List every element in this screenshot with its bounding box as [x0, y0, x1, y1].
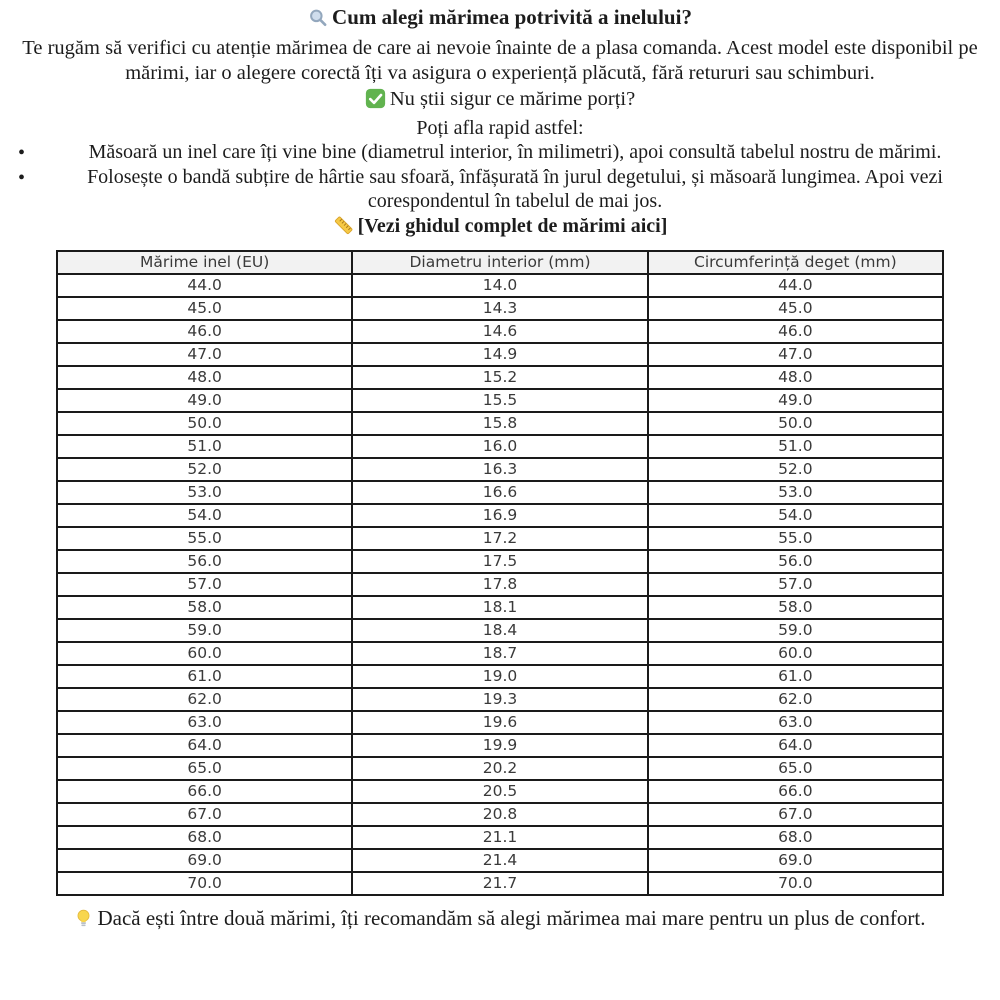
- table-cell: 70.0: [648, 872, 943, 895]
- table-cell: 18.4: [352, 619, 647, 642]
- table-cell: 14.9: [352, 343, 647, 366]
- table-cell: 17.8: [352, 573, 647, 596]
- table-cell: 45.0: [57, 297, 352, 320]
- step-text: Măsoară un inel care îți vine bine (diametrul interior, în milimetri), apoi consultă tabelul nostru de mărimi.: [88, 141, 942, 163]
- table-cell: 51.0: [57, 435, 352, 458]
- measurement-steps-list: [0, 140, 1000, 214]
- table-row: [57, 366, 943, 389]
- table-row: [57, 619, 943, 642]
- table-cell: 59.0: [648, 619, 943, 642]
- table-cell: 47.0: [57, 343, 352, 366]
- table-row: [57, 550, 943, 573]
- table-cell: 14.0: [352, 274, 647, 297]
- table-cell: 63.0: [648, 711, 943, 734]
- table-cell: 48.0: [57, 366, 352, 389]
- size-table-body: [57, 274, 943, 895]
- table-header: [57, 251, 943, 274]
- table-cell: 44.0: [57, 274, 352, 297]
- table-cell: 19.0: [352, 665, 647, 688]
- table-cell: 15.8: [352, 412, 647, 435]
- table-row: [57, 343, 943, 366]
- table-cell: 53.0: [648, 481, 943, 504]
- table-row: [57, 711, 943, 734]
- table-cell: 68.0: [57, 826, 352, 849]
- light-bulb-icon: [74, 908, 93, 935]
- table-cell: 65.0: [57, 757, 352, 780]
- table-cell: 15.5: [352, 389, 647, 412]
- table-cell: 46.0: [648, 320, 943, 343]
- magnifying-glass-icon: [308, 8, 328, 34]
- table-cell: 70.0: [57, 872, 352, 895]
- list-item: [0, 140, 1000, 165]
- table-row: [57, 458, 943, 481]
- table-cell: 59.0: [57, 619, 352, 642]
- table-cell: 61.0: [648, 665, 943, 688]
- table-cell: 51.0: [648, 435, 943, 458]
- intro-paragraph: Te rugăm să verifici cu atenție mărimea de care ai nevoie înainte de a plasa comanda. Acest model este disponibil pe mărimi, iar o alegere corectă îți va asigura o experiență plăcută, fără retururi sau schimburi.: [22, 37, 978, 84]
- table-row: [57, 665, 943, 688]
- table-cell: 45.0: [648, 297, 943, 320]
- table-cell: 67.0: [57, 803, 352, 826]
- size-guide-link-text: [Vezi ghidul complet de mărimi aici]: [357, 214, 668, 237]
- size-question-text: Nu știi sigur ce mărime porți?: [389, 88, 636, 110]
- table-cell: 18.1: [352, 596, 647, 619]
- table-cell: 48.0: [648, 366, 943, 389]
- table-cell: 17.5: [352, 550, 647, 573]
- table-row: [57, 297, 943, 320]
- table-cell: 62.0: [57, 688, 352, 711]
- table-row: [57, 780, 943, 803]
- table-cell: 57.0: [648, 573, 943, 596]
- table-cell: 53.0: [57, 481, 352, 504]
- table-cell: 49.0: [57, 389, 352, 412]
- table-cell: 21.4: [352, 849, 647, 872]
- table-row: [57, 481, 943, 504]
- table-row: [57, 734, 943, 757]
- table-cell: 20.2: [352, 757, 647, 780]
- table-cell: 67.0: [648, 803, 943, 826]
- table-cell: 44.0: [648, 274, 943, 297]
- table-row: [57, 849, 943, 872]
- table-cell: 16.6: [352, 481, 647, 504]
- page-title: [0, 4, 1000, 34]
- table-row: [57, 320, 943, 343]
- table-cell: 14.6: [352, 320, 647, 343]
- table-cell: 68.0: [648, 826, 943, 849]
- table-cell: 18.7: [352, 642, 647, 665]
- table-row: [57, 757, 943, 780]
- bullet-icon: •: [18, 166, 26, 189]
- steps-subheading: Poți afla rapid astfel:: [416, 117, 584, 139]
- bullet-icon: •: [18, 142, 26, 164]
- table-cell: 55.0: [57, 527, 352, 550]
- table-cell: 52.0: [57, 458, 352, 481]
- list-item: [0, 165, 1000, 214]
- table-cell: 46.0: [57, 320, 352, 343]
- table-header-row: [57, 251, 943, 274]
- table-cell: 55.0: [648, 527, 943, 550]
- table-cell: 19.3: [352, 688, 647, 711]
- column-header-finger-circumference: Circumferință deget (mm): [648, 251, 943, 274]
- table-cell: 62.0: [648, 688, 943, 711]
- table-cell: 60.0: [57, 642, 352, 665]
- size-question: [0, 87, 1000, 116]
- table-cell: 60.0: [648, 642, 943, 665]
- ring-size-table: [56, 250, 944, 896]
- table-cell: 69.0: [57, 849, 352, 872]
- table-row: [57, 826, 943, 849]
- table-cell: 56.0: [648, 550, 943, 573]
- column-header-ring-size: Mărime inel (EU): [57, 251, 352, 274]
- table-cell: 58.0: [57, 596, 352, 619]
- table-cell: 52.0: [648, 458, 943, 481]
- table-cell: 47.0: [648, 343, 943, 366]
- table-cell: 50.0: [648, 412, 943, 435]
- table-cell: 19.9: [352, 734, 647, 757]
- table-row: [57, 872, 943, 895]
- table-row: [57, 527, 943, 550]
- footer-note-text: Dacă ești între două mărimi, îți recomandăm să alegi mărimea mai mare pentru un plus de confort.: [97, 905, 926, 930]
- table-cell: 19.6: [352, 711, 647, 734]
- table-row: [57, 435, 943, 458]
- table-cell: 16.3: [352, 458, 647, 481]
- table-cell: 17.2: [352, 527, 647, 550]
- table-cell: 66.0: [57, 780, 352, 803]
- table-cell: 64.0: [648, 734, 943, 757]
- table-cell: 63.0: [57, 711, 352, 734]
- table-cell: 16.0: [352, 435, 647, 458]
- ruler-icon: [333, 215, 354, 243]
- table-row: [57, 688, 943, 711]
- table-cell: 58.0: [648, 596, 943, 619]
- table-row: [57, 504, 943, 527]
- table-cell: 21.7: [352, 872, 647, 895]
- footer-note: [18, 905, 982, 935]
- table-cell: 56.0: [57, 550, 352, 573]
- table-cell: 69.0: [648, 849, 943, 872]
- table-cell: 65.0: [648, 757, 943, 780]
- table-cell: 54.0: [57, 504, 352, 527]
- page-title-text: Cum alegi mărimea potrivită a inelului?: [332, 5, 692, 29]
- table-row: [57, 803, 943, 826]
- table-row: [57, 596, 943, 619]
- size-guide-link[interactable]: [0, 214, 1000, 243]
- table-cell: 61.0: [57, 665, 352, 688]
- table-row: [57, 274, 943, 297]
- table-cell: 64.0: [57, 734, 352, 757]
- table-row: [57, 412, 943, 435]
- table-cell: 54.0: [648, 504, 943, 527]
- table-cell: 21.1: [352, 826, 647, 849]
- table-cell: 49.0: [648, 389, 943, 412]
- table-cell: 66.0: [648, 780, 943, 803]
- step-text: Folosește o bandă subțire de hârtie sau sfoară, înfășurată în jurul degetului, și măsoară lungimea. Apoi vezi corespondentul în tabelul de mai jos.: [87, 165, 943, 212]
- table-cell: 15.2: [352, 366, 647, 389]
- table-cell: 50.0: [57, 412, 352, 435]
- table-cell: 20.8: [352, 803, 647, 826]
- table-cell: 57.0: [57, 573, 352, 596]
- table-cell: 20.5: [352, 780, 647, 803]
- table-row: [57, 642, 943, 665]
- column-header-inner-diameter: Diametru interior (mm): [352, 251, 647, 274]
- table-cell: 14.3: [352, 297, 647, 320]
- table-row: [57, 573, 943, 596]
- table-cell: 16.9: [352, 504, 647, 527]
- green-checkmark-icon: [365, 88, 386, 116]
- table-row: [57, 389, 943, 412]
